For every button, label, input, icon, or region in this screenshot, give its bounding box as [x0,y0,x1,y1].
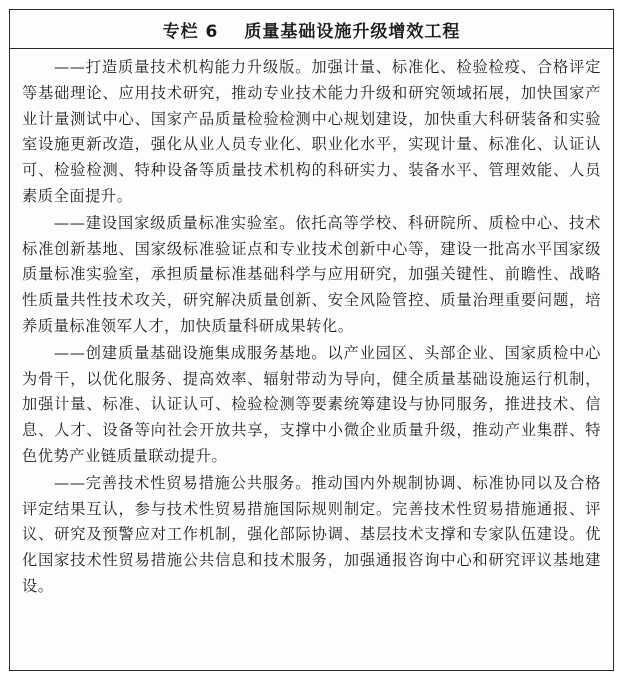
column-label: 专栏 6 [162,21,219,42]
column-box [9,9,614,671]
column-header [10,10,613,49]
paragraph-standard-labs: ——建设国家级质量标准实验室。依托高等学校、科研院所、质检中心、技术标准创新基地、国家级标准验证点和专业技术创新中心等，建设一批高水平国家级质量标准实验室，承担质量标准基础科学与应用研究，加强关键性、前瞻性、战略性质量共性技术攻关，研究解决质量创新、安全风险管控、质量治理重要问题，培养质量标准领军人才，加快质量科研成果转化。 [22,213,601,335]
paragraph-service-bases: ——创建质量基础设施集成服务基地。以产业园区、头部企业、国家质检中心为骨干，以优化服务、提高效率、辐射带动为导向，健全质量基础设施运行机制，加强计量、标准、认证认可、检验检测等要素统筹建设与协同服务，推进技术、信息、人才、设备等向社会开放共享，支撑中小微企业质量升级，推动产业集群、特色优势产业链质量联动提升。 [22,343,601,465]
paragraph-trade-measures: ——完善技术性贸易措施公共服务。推动国内外规制协调、标准协同以及合格评定结果互认，参与技术性贸易措施国际规则制定。完善技术性贸易措施通报、评议、研究及预警应对工作机制，强化部际协调、基层技术支撑和专家队伍建设。优化国家技术性贸易措施公共信息和技术服务，加强通报咨询中心和研究评议基地建设。 [22,473,601,595]
column-title: 质量基础设施升级增效工程 [244,21,461,42]
paragraph-quality-institutions: ——打造质量技术机构能力升级版。加强计量、标准化、检验检疫、合格评定等基础理论、应用技术研究，推动专业技术能力升级和研究领域拓展，加快国家产业计量测试中心、国家产品质量检验检测中心规划建设，加快重大科研装备和实验室设施更新改造，强化从业人员专业化、职业化水平，实现计量、标准化、认证认可、检验检测、特种设备等质量技术机构的科研实力、装备水平、管理效能、人员素质全面提升。 [22,58,601,205]
column-body [10,49,613,600]
